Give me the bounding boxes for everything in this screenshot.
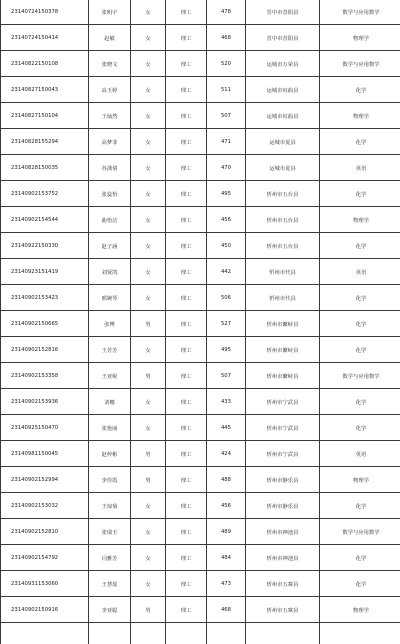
category-cell: 理工 <box>166 129 207 155</box>
major-cell: 英语 <box>320 155 400 181</box>
score-cell: 445 <box>207 415 246 441</box>
major-cell: 物理学 <box>320 207 400 233</box>
score-cell: 456 <box>207 207 246 233</box>
major-cell: 英语 <box>320 259 400 285</box>
score-cell: 495 <box>207 181 246 207</box>
score-cell: 456 <box>207 493 246 519</box>
gender-cell: 女 <box>131 155 166 181</box>
region-cell: 忻州市繁峙县 <box>246 311 320 337</box>
name-cell: 王芳芳 <box>89 337 131 363</box>
candidate-id-cell: 23140724150414 <box>1 25 89 51</box>
region-cell: 忻州市宁武县 <box>246 415 320 441</box>
gender-cell <box>131 623 166 644</box>
category-cell <box>166 623 207 644</box>
candidate-id-cell: 23140925150470 <box>1 415 89 441</box>
name-cell: 张艳丽 <box>89 415 131 441</box>
region-cell: 忻州市五寨县 <box>246 597 320 623</box>
candidate-id-cell: 23140827150104 <box>1 103 89 129</box>
candidate-id-cell: 23140902153752 <box>1 181 89 207</box>
table-row <box>1 389 400 415</box>
region-cell: 忻州市五寨县 <box>246 571 320 597</box>
candidate-id-cell: 23140981150045 <box>1 441 89 467</box>
region-cell: 忻州市五台县 <box>246 181 320 207</box>
gender-cell: 男 <box>131 597 166 623</box>
region-cell: 运城市万荣县 <box>246 51 320 77</box>
score-cell: 473 <box>207 571 246 597</box>
name-cell: 王亚妮 <box>89 363 131 389</box>
score-cell: 495 <box>207 337 246 363</box>
name-cell <box>89 623 131 644</box>
score-cell: 489 <box>207 519 246 545</box>
name-cell: 高玉婷 <box>89 77 131 103</box>
gender-cell: 女 <box>131 493 166 519</box>
name-cell: 赵梓彬 <box>89 441 131 467</box>
region-cell: 忻州市繁峙县 <box>246 363 320 389</box>
table-body <box>1 0 400 644</box>
category-cell: 理工 <box>166 181 207 207</box>
major-cell: 化学 <box>320 389 400 415</box>
gender-cell: 女 <box>131 207 166 233</box>
candidate-id-cell: 23140902153936 <box>1 389 89 415</box>
region-cell: 运城市垣曲县 <box>246 77 320 103</box>
table-row <box>1 519 400 545</box>
category-cell: 理工 <box>166 545 207 571</box>
gender-cell: 女 <box>131 519 166 545</box>
score-cell: 424 <box>207 441 246 467</box>
region-cell: 运城市夏县 <box>246 155 320 181</box>
gender-cell: 男 <box>131 311 166 337</box>
table-row <box>1 25 400 51</box>
category-cell: 理工 <box>166 493 207 519</box>
score-cell <box>207 623 246 644</box>
category-cell: 理工 <box>166 155 207 181</box>
gender-cell: 女 <box>131 181 166 207</box>
major-cell: 数学与应用数学 <box>320 363 400 389</box>
category-cell: 理工 <box>166 337 207 363</box>
major-cell: 化学 <box>320 285 400 311</box>
gender-cell: 女 <box>131 0 166 25</box>
gender-cell: 男 <box>131 441 166 467</box>
region-cell: 忻州市五台县 <box>246 207 320 233</box>
major-cell: 数学与应用数学 <box>320 0 400 25</box>
category-cell: 理工 <box>166 77 207 103</box>
name-cell: 张明宇 <box>89 0 131 25</box>
region-cell: 忻州市神池县 <box>246 545 320 571</box>
name-cell: 赵子涵 <box>89 233 131 259</box>
gender-cell: 女 <box>131 259 166 285</box>
major-cell: 化学 <box>320 545 400 571</box>
major-cell: 物理学 <box>320 597 400 623</box>
category-cell: 理工 <box>166 571 207 597</box>
name-cell: 谷潇倩 <box>89 155 131 181</box>
candidate-id-cell: 23140822150108 <box>1 51 89 77</box>
score-cell: 470 <box>207 155 246 181</box>
candidate-id-cell: 23140902154544 <box>1 207 89 233</box>
region-cell: 忻州市代县 <box>246 259 320 285</box>
table-row <box>1 129 400 155</box>
candidate-id-cell <box>1 623 89 644</box>
candidate-id-cell: 23140931153060 <box>1 571 89 597</box>
table-row <box>1 181 400 207</box>
region-cell: 运城市夏县 <box>246 129 320 155</box>
candidate-id-cell: 23140724150378 <box>1 0 89 25</box>
region-cell: 忻州市代县 <box>246 285 320 311</box>
major-cell: 化学 <box>320 233 400 259</box>
table-row <box>1 493 400 519</box>
table-row <box>1 311 400 337</box>
table-row <box>1 597 400 623</box>
major-cell: 化学 <box>320 337 400 363</box>
score-cell: 450 <box>207 233 246 259</box>
table-row <box>1 233 400 259</box>
region-cell: 忻州市繁峙县 <box>246 337 320 363</box>
major-cell: 化学 <box>320 129 400 155</box>
major-cell: 化学 <box>320 415 400 441</box>
candidate-id-cell: 23140922150330 <box>1 233 89 259</box>
candidate-id-cell: 23140902153032 <box>1 493 89 519</box>
score-cell: 488 <box>207 467 246 493</box>
table-row <box>1 363 400 389</box>
major-cell: 数学与应用数学 <box>320 519 400 545</box>
region-cell: 忻州市宁武县 <box>246 441 320 467</box>
score-cell: 484 <box>207 545 246 571</box>
region-cell: 忻州市五台县 <box>246 233 320 259</box>
table-row <box>1 285 400 311</box>
region-cell: 运城市垣曲县 <box>246 103 320 129</box>
category-cell: 理工 <box>166 441 207 467</box>
name-cell: 李佳霞 <box>89 467 131 493</box>
category-cell: 理工 <box>166 519 207 545</box>
region-cell: 忻州市静乐县 <box>246 467 320 493</box>
candidate-id-cell: 23140902152810 <box>1 519 89 545</box>
region-cell: 忻州市神池县 <box>246 519 320 545</box>
table-row <box>1 103 400 129</box>
major-cell: 化学 <box>320 77 400 103</box>
name-cell: 张博 <box>89 311 131 337</box>
table-row <box>1 207 400 233</box>
table-row <box>1 545 400 571</box>
candidate-id-cell: 23140902154792 <box>1 545 89 571</box>
gender-cell: 女 <box>131 129 166 155</box>
gender-cell: 女 <box>131 77 166 103</box>
score-cell: 442 <box>207 259 246 285</box>
score-cell: 433 <box>207 389 246 415</box>
category-cell: 理工 <box>166 207 207 233</box>
name-cell: 李亚聪 <box>89 597 131 623</box>
table-row <box>1 441 400 467</box>
name-cell: 王琼菊 <box>89 493 131 519</box>
gender-cell: 女 <box>131 25 166 51</box>
region-cell: 忻州市静乐县 <box>246 493 320 519</box>
major-cell: 化学 <box>320 181 400 207</box>
gender-cell: 男 <box>131 363 166 389</box>
table-row <box>1 415 400 441</box>
name-cell: 张瑞玉 <box>89 519 131 545</box>
name-cell: 闫雅芳 <box>89 545 131 571</box>
category-cell: 理工 <box>166 285 207 311</box>
major-cell: 数学与应用数学 <box>320 51 400 77</box>
candidate-id-cell: 23140828155294 <box>1 129 89 155</box>
name-cell: 曲怡洁 <box>89 207 131 233</box>
gender-cell: 男 <box>131 467 166 493</box>
category-cell: 理工 <box>166 363 207 389</box>
candidate-id-cell: 23140902152816 <box>1 337 89 363</box>
score-cell: 478 <box>207 0 246 25</box>
region-cell: 晋中市昔阳县 <box>246 25 320 51</box>
major-cell: 物理学 <box>320 25 400 51</box>
score-cell: 527 <box>207 311 246 337</box>
name-cell: 邢婉琴 <box>89 285 131 311</box>
category-cell: 理工 <box>166 415 207 441</box>
gender-cell: 女 <box>131 233 166 259</box>
score-cell: 471 <box>207 129 246 155</box>
candidate-id-cell: 23140902153358 <box>1 363 89 389</box>
category-cell: 理工 <box>166 25 207 51</box>
candidate-id-cell: 23140902153423 <box>1 285 89 311</box>
score-cell: 506 <box>207 285 246 311</box>
table-row <box>1 155 400 181</box>
name-cell: 王慧瑶 <box>89 571 131 597</box>
candidate-id-cell: 23140902150665 <box>1 311 89 337</box>
score-cell: 507 <box>207 103 246 129</box>
table-row <box>1 467 400 493</box>
gender-cell: 女 <box>131 337 166 363</box>
candidate-id-cell: 23140902152994 <box>1 467 89 493</box>
score-cell: 511 <box>207 77 246 103</box>
gender-cell: 女 <box>131 415 166 441</box>
table-row <box>1 259 400 285</box>
table-row <box>1 337 400 363</box>
candidate-id-cell: 23140827150043 <box>1 77 89 103</box>
name-cell: 王灿然 <box>89 103 131 129</box>
table-row <box>1 623 400 644</box>
name-cell: 刘贤凯 <box>89 259 131 285</box>
name-cell: 张晓文 <box>89 51 131 77</box>
gender-cell: 女 <box>131 389 166 415</box>
table-row <box>1 571 400 597</box>
major-cell: 英语 <box>320 441 400 467</box>
major-cell: 化学 <box>320 311 400 337</box>
name-cell: 张蕊怡 <box>89 181 131 207</box>
category-cell: 理工 <box>166 259 207 285</box>
name-cell: 刘娜 <box>89 389 131 415</box>
category-cell: 理工 <box>166 597 207 623</box>
name-cell: 高梦菲 <box>89 129 131 155</box>
region-cell: 忻州市宁武县 <box>246 389 320 415</box>
score-cell: 520 <box>207 51 246 77</box>
candidate-id-cell: 23140902150916 <box>1 597 89 623</box>
gender-cell: 女 <box>131 545 166 571</box>
category-cell: 理工 <box>166 233 207 259</box>
table-row <box>1 0 400 25</box>
category-cell: 理工 <box>166 0 207 25</box>
gender-cell: 女 <box>131 571 166 597</box>
major-cell: 物理学 <box>320 467 400 493</box>
category-cell: 理工 <box>166 467 207 493</box>
major-cell <box>320 623 400 644</box>
region-cell <box>246 623 320 644</box>
major-cell: 化学 <box>320 571 400 597</box>
major-cell: 化学 <box>320 493 400 519</box>
category-cell: 理工 <box>166 311 207 337</box>
category-cell: 理工 <box>166 389 207 415</box>
major-cell: 物理学 <box>320 103 400 129</box>
candidate-id-cell: 23140828150035 <box>1 155 89 181</box>
table-row <box>1 77 400 103</box>
candidate-id-cell: 23140923151419 <box>1 259 89 285</box>
gender-cell: 女 <box>131 103 166 129</box>
gender-cell: 女 <box>131 285 166 311</box>
score-cell: 468 <box>207 597 246 623</box>
category-cell: 理工 <box>166 51 207 77</box>
category-cell: 理工 <box>166 103 207 129</box>
score-cell: 507 <box>207 363 246 389</box>
score-cell: 468 <box>207 25 246 51</box>
gender-cell: 女 <box>131 51 166 77</box>
name-cell: 赵敏 <box>89 25 131 51</box>
table-row <box>1 51 400 77</box>
region-cell: 晋中市昔阳县 <box>246 0 320 25</box>
